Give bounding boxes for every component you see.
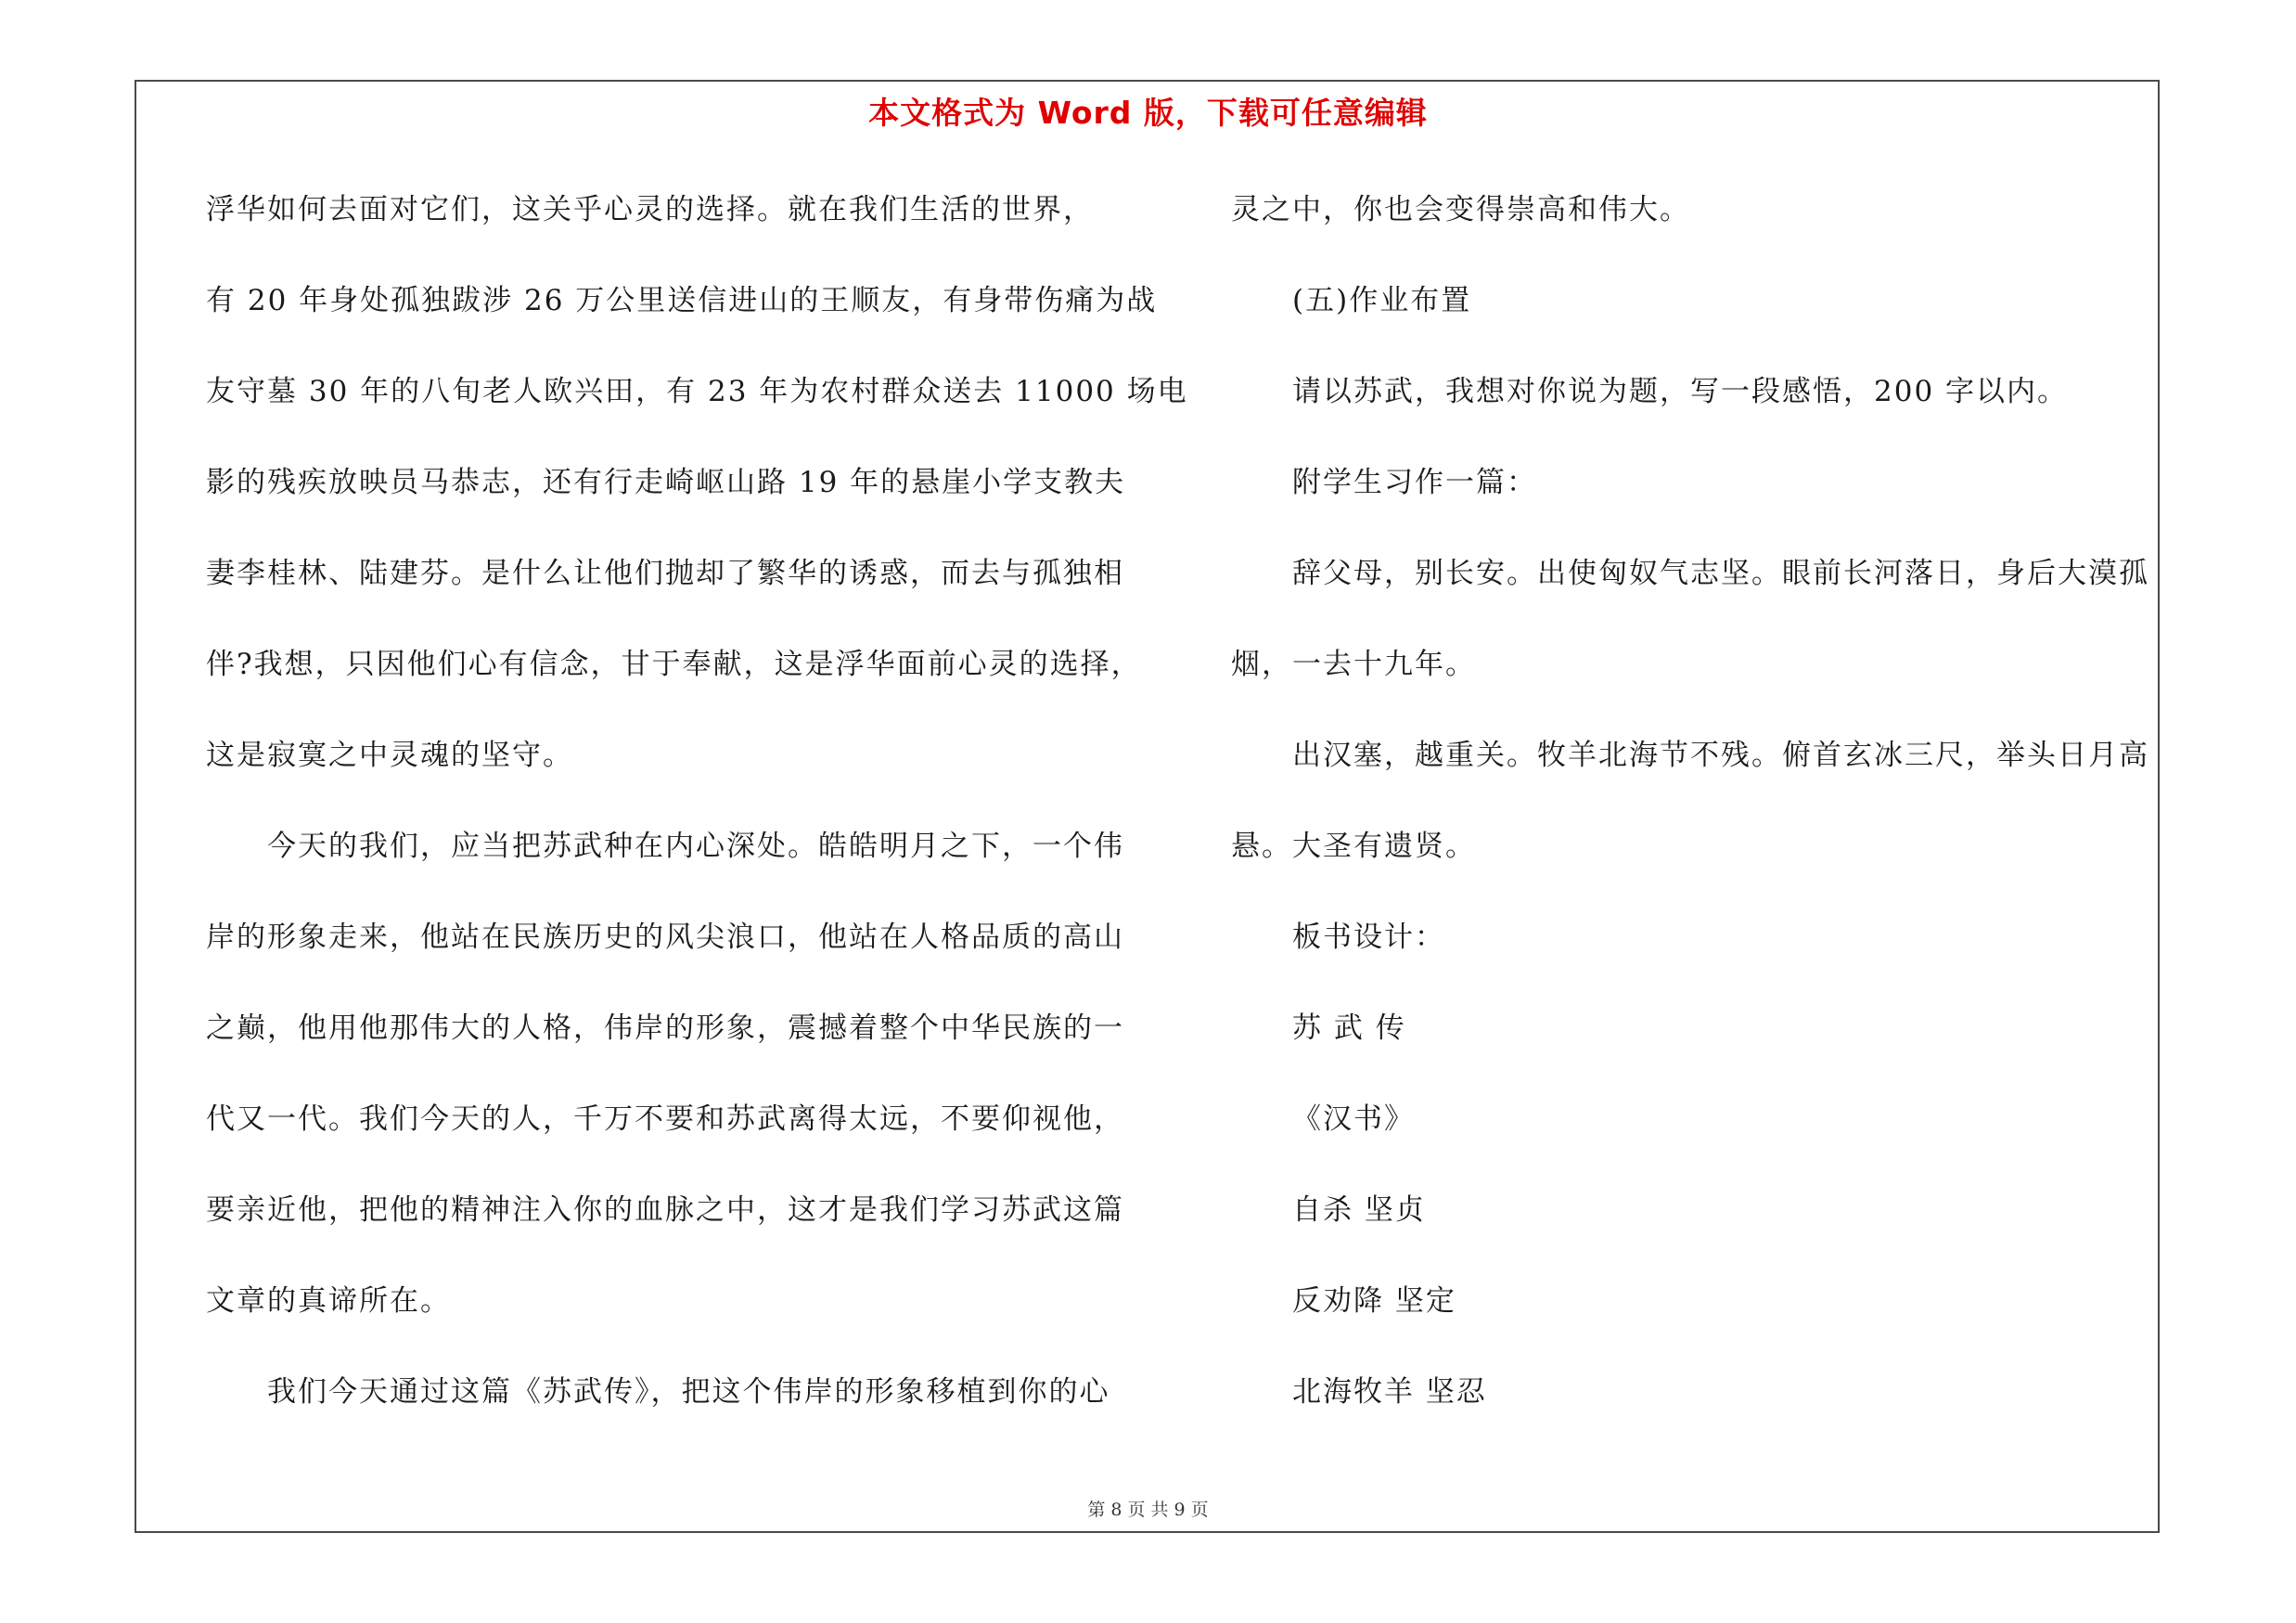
text-line: 代又一代。我们今天的人，千万不要和苏武离得太远，不要仰视他，: [206, 1102, 1124, 1136]
text-line: 请以苏武，我想对你说为题，写一段感悟，200 字以内。: [1292, 375, 2069, 408]
text-line: 伴?我想，只因他们心有信念，甘于奉献，这是浮华面前心灵的选择，: [206, 648, 1142, 681]
text-line: 出汉塞，越重关。牧羊北海节不残。俯首玄冰三尺，举头日月高: [1292, 739, 2149, 772]
text-line: 板书设计：: [1292, 921, 1445, 954]
text-line: 之巅，他用他那伟大的人格，伟岸的形象，震撼着整个中华民族的一: [206, 1011, 1124, 1045]
page-number-footer: 第 8 页 共 9 页: [1087, 1500, 1209, 1520]
text-line: 要亲近他，把他的精神注入你的血脉之中，这才是我们学习苏武这篇: [206, 1193, 1124, 1227]
right-text-column: [1231, 182, 2159, 1455]
text-line: 影的残疾放映员马恭志，还有行走崎岖山路 19 年的悬崖小学支教夫: [206, 466, 1126, 499]
text-line: 辞父母，别长安。出使匈奴气志坚。眼前长河落日，身后大漠孤: [1292, 557, 2149, 590]
text-line: 岸的形象走来，他站在民族历史的风尖浪口，他站在人格品质的高山: [206, 921, 1124, 954]
text-line: 北海牧羊 坚忍: [1292, 1375, 1487, 1409]
text-line: 有 20 年身处孤独跋涉 26 万公里送信进山的王顺友，有身带伤痛为战: [206, 284, 1158, 317]
text-line: 妻李桂林、陆建芬。是什么让他们抛却了繁华的诱惑，而去与孤独相: [206, 557, 1124, 590]
left-text-column: [206, 182, 1188, 1455]
text-line: 《汉书》: [1292, 1102, 1415, 1136]
format-notice-banner: 本文格式为 Word 版，下载可任意编辑: [868, 95, 1428, 131]
text-line: 文章的真谛所在。: [206, 1284, 451, 1318]
text-line: 友守墓 30 年的八旬老人欧兴田，有 23 年为农村群众送去 11000 场电: [206, 375, 1188, 408]
text-line: 这是寂寞之中灵魂的坚守。: [206, 739, 573, 772]
text-line: 今天的我们，应当把苏武种在内心深处。皓皓明月之下，一个伟: [267, 830, 1124, 863]
text-line: 灵之中，你也会变得崇高和伟大。: [1231, 193, 1690, 226]
text-line: 悬。大圣有遗贤。: [1231, 830, 1476, 863]
text-line: 反劝降 坚定: [1292, 1284, 1456, 1318]
text-line: 自杀 坚贞: [1292, 1193, 1426, 1227]
text-line: 附学生习作一篇：: [1292, 466, 1537, 499]
text-line: 浮华如何去面对它们，这关乎心灵的选择。就在我们生活的世界，: [206, 193, 1094, 226]
text-line: 我们今天通过这篇《苏武传》，把这个伟岸的形象移植到你的心: [267, 1375, 1110, 1409]
text-line: 苏 武 传: [1292, 1011, 1406, 1045]
text-line: (五)作业布置: [1292, 284, 1472, 317]
text-line: 烟，一去十九年。: [1231, 648, 1476, 681]
